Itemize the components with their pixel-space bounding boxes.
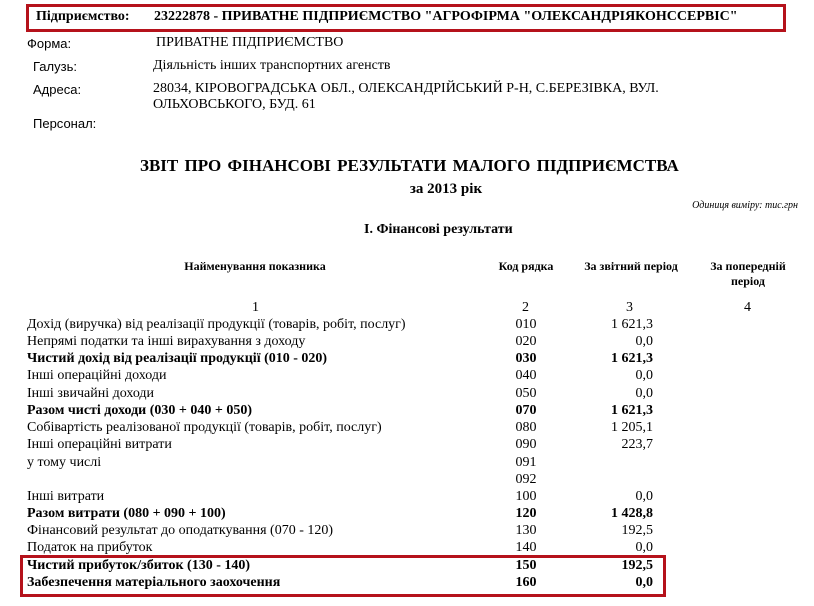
table-row: [0, 420, 814, 437]
table-row: [0, 455, 814, 472]
row-code: 040: [515, 368, 537, 383]
row-code: 140: [515, 540, 537, 555]
col-header-previous-line2: період: [731, 274, 765, 288]
col-header-name: Найменування показника: [184, 259, 326, 273]
table-row: [0, 368, 814, 385]
row-code: 050: [515, 386, 537, 401]
row-code: 080: [515, 420, 537, 435]
enterprise-label: Підприємство:: [36, 9, 130, 24]
col-number-4: 4: [744, 300, 751, 315]
row-current: 1 621,3: [611, 403, 653, 418]
row-current: 1 621,3: [611, 317, 653, 332]
row-label: Собівартість реалізованої продукції (товарів, робіт, послуг): [27, 420, 382, 435]
address-line1: 28034, КІРОВОГРАДСЬКА ОБЛ., ОЛЕКСАНДРІЙСЬКИЙ Р-Н, С.БЕРЕЗІВКА, ВУЛ.: [153, 81, 659, 96]
row-code: 120: [515, 506, 537, 521]
unit-note: Одиниця виміру: тис.грн: [692, 200, 798, 211]
form-value: ПРИВАТНЕ ПІДПРИЄМСТВО: [156, 35, 344, 50]
row-current: 1 428,8: [611, 506, 653, 521]
col-header-code: Код рядка: [498, 259, 554, 273]
col-header-previous-line1: За попередній: [710, 259, 786, 273]
address-label: Адреса:: [33, 82, 82, 97]
row-current: 192,5: [621, 523, 653, 538]
row-label: Чистий прибуток/збиток (130 - 140): [27, 558, 251, 573]
table-row: [0, 403, 814, 420]
col-number-2: 2: [522, 300, 529, 315]
section-title: І. Фінансові результати: [364, 222, 513, 237]
table-row: [0, 472, 814, 489]
row-label: Інші операційні доходи: [27, 368, 167, 383]
row-current: 0,0: [635, 540, 653, 555]
enterprise-value: 23222878 - ПРИВАТНЕ ПІДПРИЄМСТВО "АГРОФІРМА "ОЛЕКСАНДРІЯКОНССЕРВІС": [154, 9, 738, 24]
form-label: Форма:: [27, 36, 72, 51]
row-label: Чистий дохід від реалізації продукції (010 - 020): [27, 351, 328, 366]
table-row: [0, 506, 814, 523]
row-code: 030: [515, 351, 537, 366]
row-code: 090: [515, 437, 537, 452]
row-code: 160: [515, 575, 537, 590]
industry-value: Діяльність інших транспортних агенств: [153, 58, 391, 73]
result-highlight-box: [20, 555, 666, 597]
table-row: [0, 334, 814, 351]
staff-label: Персонал:: [33, 116, 97, 131]
row-label: Непрямі податки та інші вирахування з доходу: [27, 334, 306, 349]
address-line2: ОЛЬХОВСЬКОГО, БУД. 61: [153, 97, 316, 112]
row-current: 1 621,3: [611, 351, 653, 366]
row-code: 100: [515, 489, 537, 504]
row-current: 0,0: [635, 575, 653, 590]
row-label: Інші звичайні доходи: [27, 386, 155, 401]
col-number-1: 1: [252, 300, 259, 315]
row-current: 0,0: [635, 489, 653, 504]
row-label: Дохід (виручка) від реалізації продукції (товарів, робіт, послуг): [27, 317, 406, 332]
row-code: 130: [515, 523, 537, 538]
row-current: 0,0: [635, 368, 653, 383]
row-label: Податок на прибуток: [27, 540, 153, 555]
report-title: ЗВІТ ПРО ФІНАНСОВІ РЕЗУЛЬТАТИ МАЛОГО ПІДПРИЄМСТВА: [140, 156, 679, 175]
col-header-current: За звітний період: [584, 259, 678, 273]
row-current: 0,0: [635, 386, 653, 401]
report-year: за 2013 рік: [409, 181, 483, 197]
row-code: 150: [515, 558, 537, 573]
industry-label: Галузь:: [33, 59, 77, 74]
table-row: [0, 317, 814, 334]
row-label: Інші витрати: [27, 489, 105, 504]
row-label: Забезпечення матеріального заохочення: [27, 575, 281, 590]
row-code: 091: [515, 455, 537, 470]
row-label: у тому числі: [27, 455, 102, 470]
table-row: [0, 523, 814, 540]
row-code: 020: [515, 334, 537, 349]
row-current: 223,7: [621, 437, 653, 452]
col-number-3: 3: [626, 300, 633, 315]
row-current: 0,0: [635, 334, 653, 349]
row-code: 092: [515, 472, 537, 487]
row-label: Разом чисті доходи (030 + 040 + 050): [27, 403, 253, 418]
table-row: [0, 437, 814, 454]
row-label: Інші операційні витрати: [27, 437, 172, 452]
row-current: 192,5: [621, 558, 653, 573]
row-label: Фінансовий результат до оподаткування (070 - 120): [27, 523, 334, 538]
row-code: 070: [515, 403, 537, 418]
table-row: [0, 351, 814, 368]
row-code: 010: [515, 317, 537, 332]
table-row: [0, 386, 814, 403]
table-row: [0, 489, 814, 506]
row-label: Разом витрати (080 + 090 + 100): [27, 506, 226, 521]
col-header-previous: [694, 259, 802, 289]
row-current: 1 205,1: [611, 420, 653, 435]
